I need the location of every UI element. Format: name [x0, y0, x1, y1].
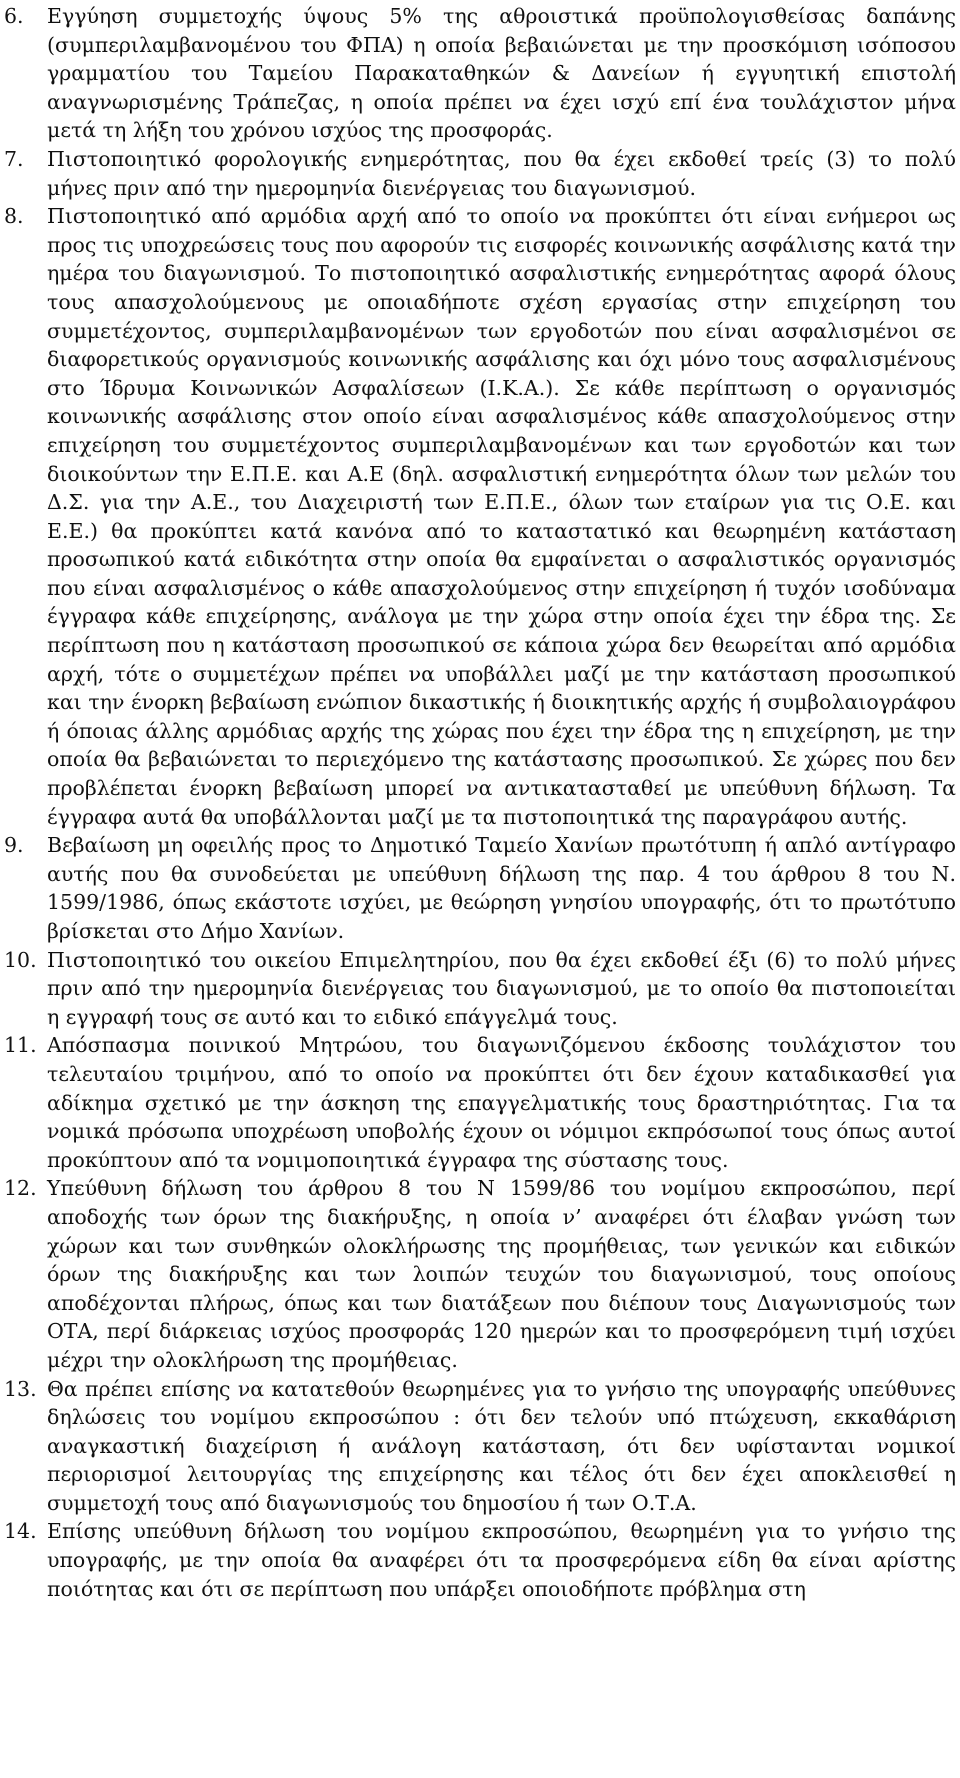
item-number: 11.	[4, 1033, 37, 1058]
item-text: Υπεύθυνη δήλωση του άρθρου 8 του Ν 1599/86 του νομίμου εκπροσώπου, περί αποδοχής των όρων της διακήρυξης, η οποία ν’ αναφέρει ότι έλαβαν γνώση των χώρων και των συνθηκών ολοκλήρωσης της προμήθειας, των γενικών και ειδικών όρων της διακήρυξης και των λοιπών τευχών του διαγωνισμού, τους οποίους αποδέχονται πλήρως, όπως και των διατάξεων που διέπουν τους Διαγωνισμούς των ΟΤΑ, περί διάρκειας ισχύος προσφοράς 120 ημερών και το προσφερόμενη τιμή ισχύει μέχρι την ολοκλήρωση της προμήθειας.	[47, 1176, 956, 1372]
list-item-13	[4, 1375, 956, 1518]
item-text: Βεβαίωση μη οφειλής προς το Δημοτικό Ταμείο Χανίων πρωτότυπη ή απλό αντίγραφο αυτής που θα συνοδεύεται με υπεύθυνη δήλωση της παρ. 4 του άρθρου 8 του Ν. 1599/1986, όπως εκάστοτε ισχύει, με θεώρηση γνησίου υπογραφής, ότι το πρωτότυπο βρίσκεται στο Δήμο Χανίων.	[47, 833, 956, 943]
list-item-6	[4, 2, 956, 145]
item-number: 7.	[4, 146, 24, 171]
item-number: 9.	[4, 833, 24, 858]
item-text: Εγγύηση συμμετοχής ύψους 5% της αθροιστικά προϋπολογισθείσας δαπάνης (συμπεριλαμβανομένου του ΦΠΑ) η οποία βεβαιώνεται με την προσκόμιση ισόποσου γραμματίου του Ταμείου Παρακαταθηκών & Δανείων ή εγγυητική επιστολή αναγνωρισμένης Τράπεζας, η οποία πρέπει να έχει ισχύ επί ένα τουλάχιστον μήνα μετά τη λήξη του χρόνου ισχύος της προσφοράς.	[47, 4, 956, 143]
item-text: Επίσης υπεύθυνη δήλωση του νομίμου εκπροσώπου, θεωρημένη για το γνήσιο της υπογραφής, με την οποία θα αναφέρει ότι τα προσφερόμενα είδη θα είναι αρίστης ποιότητας και ότι σε περίπτωση που υπάρξει οποιοδήποτε πρόβλημα στη	[47, 1519, 956, 1601]
list-item-14	[4, 1517, 956, 1603]
item-number: 13.	[4, 1376, 37, 1401]
item-number: 14.	[4, 1519, 37, 1544]
requirements-list	[4, 2, 956, 1603]
item-text: Απόσπασμα ποινικού Μητρώου, του διαγωνιζόμενου έκδοσης τουλάχιστον του τελευταίου τριμήνου, από το οποίο να προκύπτει ότι δεν έχουν καταδικασθεί για αδίκημα σχετικό με την άσκηση της επαγγελματικής τους δραστηριότητας. Για τα νομικά πρόσωπα υποχρέωση υποβολής έχουν οι νόμιμοι εκπρόσωποί τους όπως αυτοί προκύπτουν από τα νομιμοποιητικά έγγραφα της σύστασης τους.	[47, 1033, 956, 1172]
list-item-9	[4, 831, 956, 945]
list-item-12	[4, 1174, 956, 1374]
item-number: 10.	[4, 947, 37, 972]
list-item-8	[4, 202, 956, 831]
item-number: 6.	[4, 4, 24, 28]
item-number: 8.	[4, 204, 24, 229]
item-text: Πιστοποιητικό φορολογικής ενημερότητας, που θα έχει εκδοθεί τρείς (3) το πολύ μήνες πριν από την ημερομηνία διενέργειας του διαγωνισμού.	[47, 146, 956, 200]
item-text: Πιστοποιητικό από αρμόδια αρχή από το οποίο να προκύπτει ότι είναι ενήμεροι ως προς τις υποχρεώσεις τους που αφορούν τις εισφορές κοινωνικής ασφάλισης κατά την ημέρα του διαγωνισμού. Το πιστοποιητικό ασφαλιστικής ενημερότητας αφορά όλους τους απασχολούμενους με οποιαδήποτε σχέση εργασίας στην επιχείρηση του συμμετέχοντος, συμπεριλαμβανομένων των εργοδοτών που είναι ασφαλισμένοι σε διαφορετικούς οργανισμούς κοινωνικής ασφάλισης και όχι μόνο τους ασφαλισμένους στο Ίδρυμα Κοινωνικών Ασφαλίσεων (Ι.Κ.Α.). Σε κάθε περίπτωση ο οργανισμός κοινωνικής ασφάλισης στον οποίο είναι ασφαλισμένος κάθε απασχολούμενος στην επιχείρηση του συμμετέχοντος συμπεριλαμβανομένων και των εργοδοτών και των διοικούντων την Ε.Π.Ε. και Α.Ε (δηλ. ασφαλιστική ενημερότητα όλων των μελών του Δ.Σ. για την Α.Ε., του Διαχειριστή των Ε.Π.Ε., όλων των εταίρων για τις Ο.Ε. και Ε.Ε.) θα προκύπτει κατά κανόνα από το καταστατικό και θεωρημένη κατάσταση προσωπικού κατά ειδικότητα στην οποία θα εμφαίνεται ο ασφαλιστικός οργανισμός που είναι ασφαλισμένος ο κάθε απασχολούμενος στην επιχείρηση ή τυχόν ισοδύναμα έγγραφα κάθε επιχείρησης, ανάλογα με την χώρα στην οποία έχει την έδρα της. Σε περίπτωση που η κατάσταση προσωπικού σε κάποια χώρα δεν θεωρείται από αρμόδια αρχή, τότε ο συμμετέχων πρέπει να υποβάλλει μαζί με την κατάσταση προσωπικού και την ένορκη βεβαίωση ενώπιον δικαστικής ή διοικητικής αρχής ή συμβολαιογράφου ή όποιας άλλης αρμόδιας αρχής της χώρας που έχει την έδρα της η επιχείρηση, με την οποία θα βεβαιώνεται το περιεχόμενο της κατάστασης προσωπικού. Σε χώρες που δεν προβλέπεται ένορκη βεβαίωση μπορεί να αντικατασταθεί με υπεύθυνη δήλωση. Τα έγγραφα αυτά θα υποβάλλονται μαζί με τα πιστοποιητικά της παραγράφου αυτής.	[47, 204, 956, 829]
list-item-11	[4, 1031, 956, 1174]
list-item-7	[4, 145, 956, 202]
item-text: Πιστοποιητικό του οικείου Επιμελητηρίου, που θα έχει εκδοθεί έξι (6) το πολύ μήνες πριν από την ημερομηνία διενέργειας του διαγωνισμού, με το οποίο θα πιστοποιείται η εγγραφή τους σε αυτό και το ειδικό επάγγελμά τους.	[47, 947, 956, 1029]
list-item-10	[4, 946, 956, 1032]
item-number: 12.	[4, 1176, 37, 1201]
item-text: Θα πρέπει επίσης να κατατεθούν θεωρημένες για το γνήσιο της υπογραφής υπεύθυνες δηλώσεις του νομίμου εκπροσώπου : ότι δεν τελούν υπό πτώχευση, εκκαθάριση αναγκαστική διαχείριση ή ανάλογη κατάσταση, ότι δεν υφίστανται νομικοί περιορισμοί λειτουργίας της επιχείρησης και τέλος ότι δεν έχει αποκλεισθεί η συμμετοχή τους από διαγωνισμούς του δημοσίου ή των Ο.Τ.Α.	[47, 1376, 956, 1515]
